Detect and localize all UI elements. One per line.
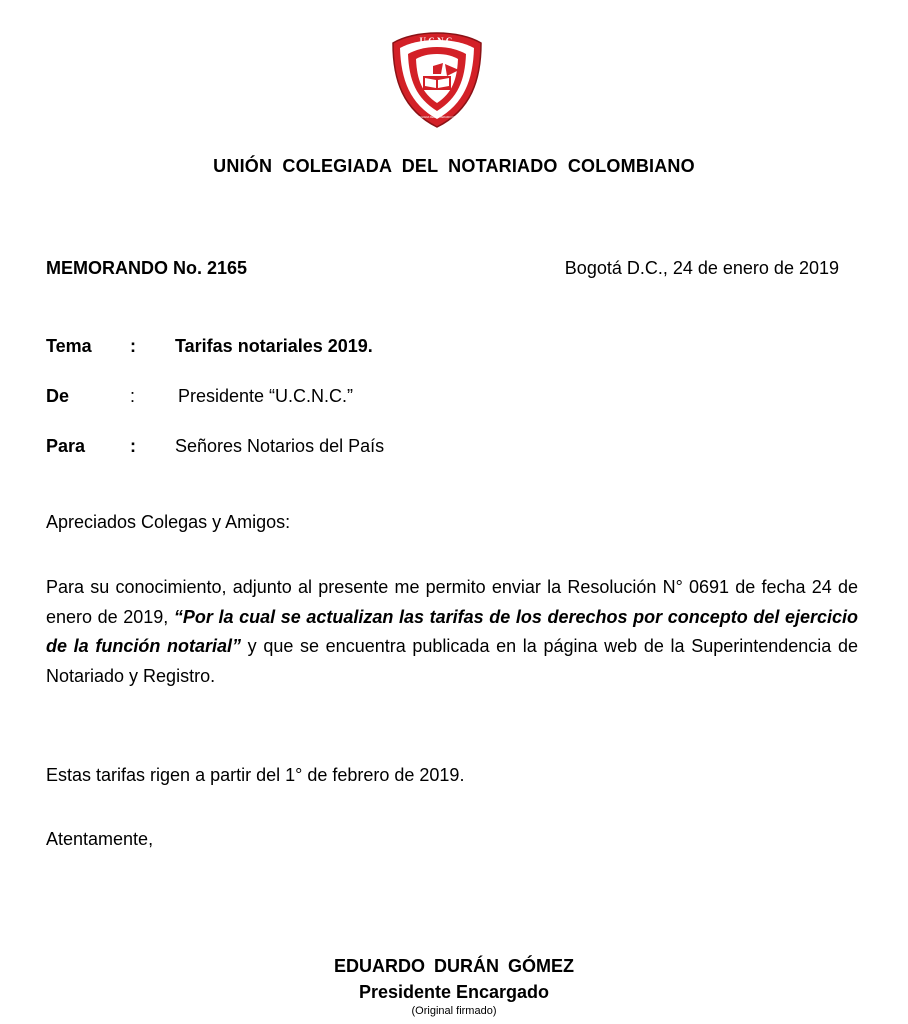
paragraph-part1: Para su conocimiento, adjunto al presente me permito enviar la Resolución N° 0691 de fecha 24 de enero de 2019, xyxy=(46,577,858,627)
paragraph-part2: y que se encuentra publicada en la página web de la Superintendencia de Notariado y Registro. xyxy=(46,636,858,687)
field-value: Señores Notarios del País xyxy=(175,436,385,456)
signature-note: (Original firmado) xyxy=(411,1005,497,1017)
memo-number: MEMORANDO No. 2165 xyxy=(46,258,248,278)
organization-title: UNIÓN COLEGIADA DEL NOTARIADO COLOMBIANO xyxy=(213,156,695,176)
effective-date-note: Estas tarifas rigen a partir del 1° de febrero de 2019. xyxy=(46,765,465,785)
field-value: Presidente “U.C.N.C.” xyxy=(178,386,354,406)
field-label: Tema xyxy=(46,336,92,356)
greeting: Apreciados Colegas y Amigos: xyxy=(46,512,291,532)
resolution-title-quote: “Por la cual se actualizan las tarifas de los derechos por concepto del ejercicio de la función notarial” xyxy=(46,606,859,657)
signature-title: Presidente Encargado xyxy=(358,982,550,1002)
field-colon: : xyxy=(130,386,136,406)
field-value: Tarifas notariales 2019. xyxy=(175,336,373,356)
ucnc-logo xyxy=(389,30,485,130)
memo-place-date: Bogotá D.C., 24 de enero de 2019 xyxy=(564,258,839,278)
logo-text: U.C.N.C. xyxy=(419,36,455,46)
field-label: Para xyxy=(46,436,86,456)
closing: Atentamente, xyxy=(46,829,154,849)
body-paragraph xyxy=(46,573,858,692)
logo-ring-text: UNIÓN COLEGIADA DEL NOTARIADO COLOMBIANO xyxy=(405,116,469,119)
field-colon: : xyxy=(130,436,136,456)
signature-name: EDUARDO DURÁN GÓMEZ xyxy=(334,956,574,976)
field-colon: : xyxy=(130,336,136,356)
field-label: De xyxy=(46,386,70,406)
